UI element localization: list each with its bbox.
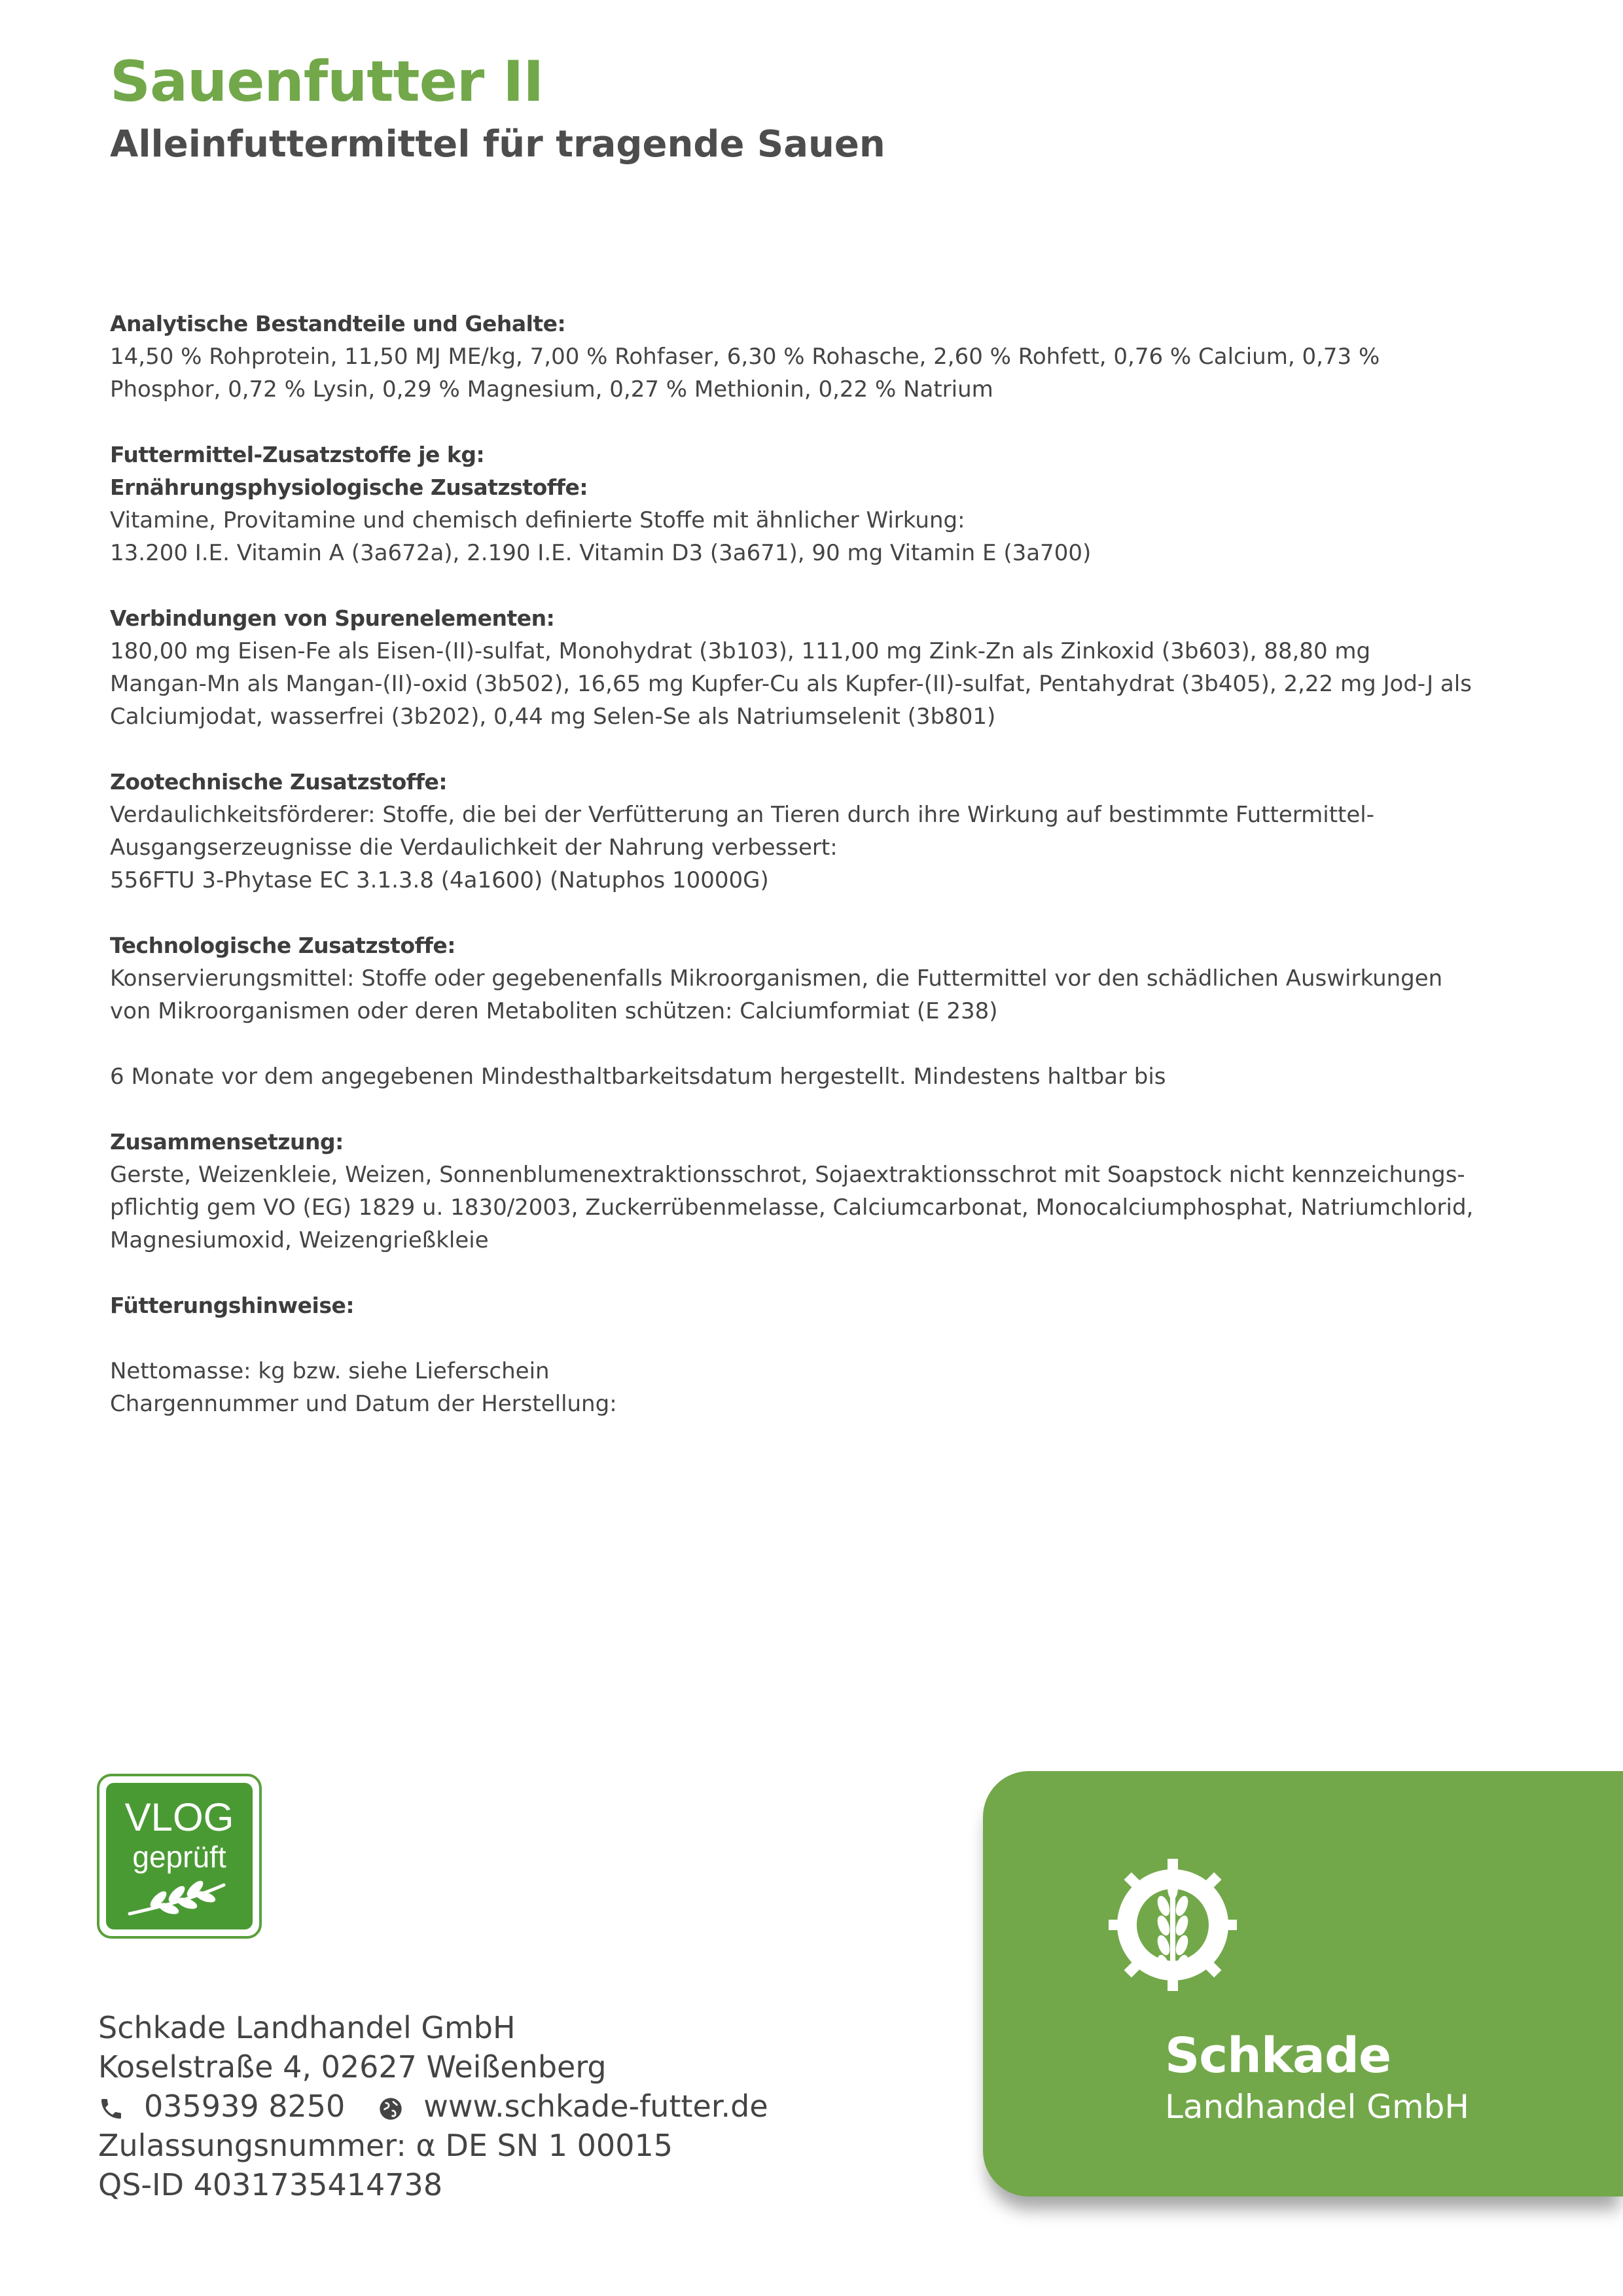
spacer (110, 1322, 1537, 1355)
text-line: Nettomasse: kg bzw. siehe Lieferschein (110, 1358, 550, 1384)
brand-name: Schkade (1165, 2028, 1391, 2084)
section-analytic (110, 308, 1537, 406)
section-heading: Verbindungen von Spurenelementen: (110, 605, 555, 631)
text-line: Mangan-Mn als Mangan-(II)-oxid (3b502), 16,65 mg Kupfer-Cu als Kupfer-(II)-sulfat, Pentahydrat (3b405), 2,22 mg Jod-J als (110, 671, 1472, 697)
text-line: Chargennummer und Datum der Herstellung: (110, 1391, 617, 1417)
website-link[interactable]: www.schkade-futter.de (423, 2089, 768, 2124)
company-address (98, 2008, 768, 2204)
contact-row (98, 2087, 768, 2126)
page-subtitle: Alleinfuttermittel für tragende Sauen (110, 123, 885, 166)
text-line: Vitamine, Provitamine und chemisch definierte Stoffe mit ähnlicher Wirkung: (110, 507, 965, 533)
text-line: Verdaulichkeitsförderer: Stoffe, die bei der Verfütterung an Tieren durch ihre Wirkung auf bestimmte Futtermittel- (110, 802, 1374, 828)
company-name: Schkade Landhandel GmbH (98, 2010, 516, 2045)
text-line: Konservierungsmittel: Stoffe oder gegebenenfalls Mikroorganismen, die Futtermittel vor den schädlichen Auswirkungen (110, 965, 1443, 992)
vlog-label: VLOG (124, 1795, 234, 1839)
page-title: Sauenfutter II (110, 49, 544, 115)
section-shelf-life (110, 1060, 1537, 1093)
text-line: Calciumjodat, wasserfrei (3b202), 0,44 mg Selen-Se als Natriumselenit (3b801) (110, 704, 996, 730)
text-line: 180,00 mg Eisen-Fe als Eisen-(II)-sulfat, Monohydrat (3b103), 111,00 mg Zink-Zn als Zinkoxid (3b603), 88,80 mg (110, 638, 1371, 664)
text-line: Phosphor, 0,72 % Lysin, 0,29 % Magnesium, 0,27 % Methionin, 0,22 % Natrium (110, 376, 993, 403)
text-line: Magnesiumoxid, Weizengrießkleie (110, 1227, 489, 1253)
section-heading: Fütterungshinweise: (110, 1293, 355, 1318)
globe-icon (378, 2096, 404, 2122)
brand-subtitle: Landhandel GmbH (1165, 2088, 1470, 2126)
section-heading: Technologische Zusatzstoffe: (110, 933, 455, 958)
vlog-sublabel: geprüft (132, 1840, 226, 1874)
section-composition (110, 1126, 1537, 1257)
text-line: von Mikroorganismen oder deren Metaboliten schützen: Calciumformiat (E 238) (110, 998, 998, 1024)
text-line: 14,50 % Rohprotein, 11,50 MJ ME/kg, 7,00 % Rohfaser, 6,30 % Rohasche, 2,60 % Rohfett, 0,76 % Calcium, 0,73 % (110, 344, 1380, 370)
section-heading: Zusammensetzung: (110, 1129, 344, 1155)
text-line: 13.200 I.E. Vitamin A (3a672a), 2.190 I.E. Vitamin D3 (3a671), 90 mg Vitamin E (3a700) (110, 540, 1092, 566)
section-zootechnical (110, 766, 1537, 897)
text-line: pflichtig gem VO (EG) 1829 u. 1830/2003, Zuckerrübenmelasse, Calciumcarbonat, Monocalciumphosphat, Natriumchlorid, (110, 1194, 1474, 1221)
vlog-badge-inner (106, 1783, 253, 1929)
document-body (110, 308, 1537, 1453)
section-trace-elements (110, 602, 1537, 733)
street-address: Koselstraße 4, 02627 Weißenberg (98, 2049, 607, 2085)
wheat-icon (126, 1880, 230, 1919)
section-subheading: Ernährungsphysiologische Zusatzstoffe: (110, 475, 588, 500)
text-line: 6 Monate vor dem angegebenen Mindesthaltbarkeitsdatum hergestellt. Mindestens haltbar bis (110, 1064, 1166, 1090)
text-line: Gerste, Weizenkleie, Weizen, Sonnenblumenextraktionsschrot, Sojaextraktionsschrot mit Soapstock nicht kennzeichungs- (110, 1162, 1465, 1188)
text-line: 556FTU 3-Phytase EC 3.1.3.8 (4a1600) (Natuphos 10000G) (110, 867, 769, 893)
text-line: Ausgangserzeugnisse die Verdaulichkeit der Nahrung verbessert: (110, 834, 838, 861)
section-feeding (110, 1289, 1537, 1420)
qs-id: QS-ID 4031735414738 (98, 2167, 443, 2202)
phone-icon (98, 2096, 124, 2122)
gear-wheat-logo-icon (1107, 1850, 1238, 2000)
section-technological (110, 929, 1537, 1028)
section-heading: Analytische Bestandteile und Gehalte: (110, 311, 566, 336)
section-heading: Zootechnische Zusatzstoffe: (110, 769, 448, 795)
brand-panel (983, 1771, 1623, 2197)
vlog-badge (97, 1774, 262, 1939)
section-additives (110, 439, 1537, 569)
section-heading: Futtermittel-Zusatzstoffe je kg: (110, 442, 485, 467)
approval-number: Zulassungsnummer: α DE SN 1 00015 (98, 2128, 673, 2163)
phone-number[interactable]: 035939 8250 (144, 2089, 346, 2124)
